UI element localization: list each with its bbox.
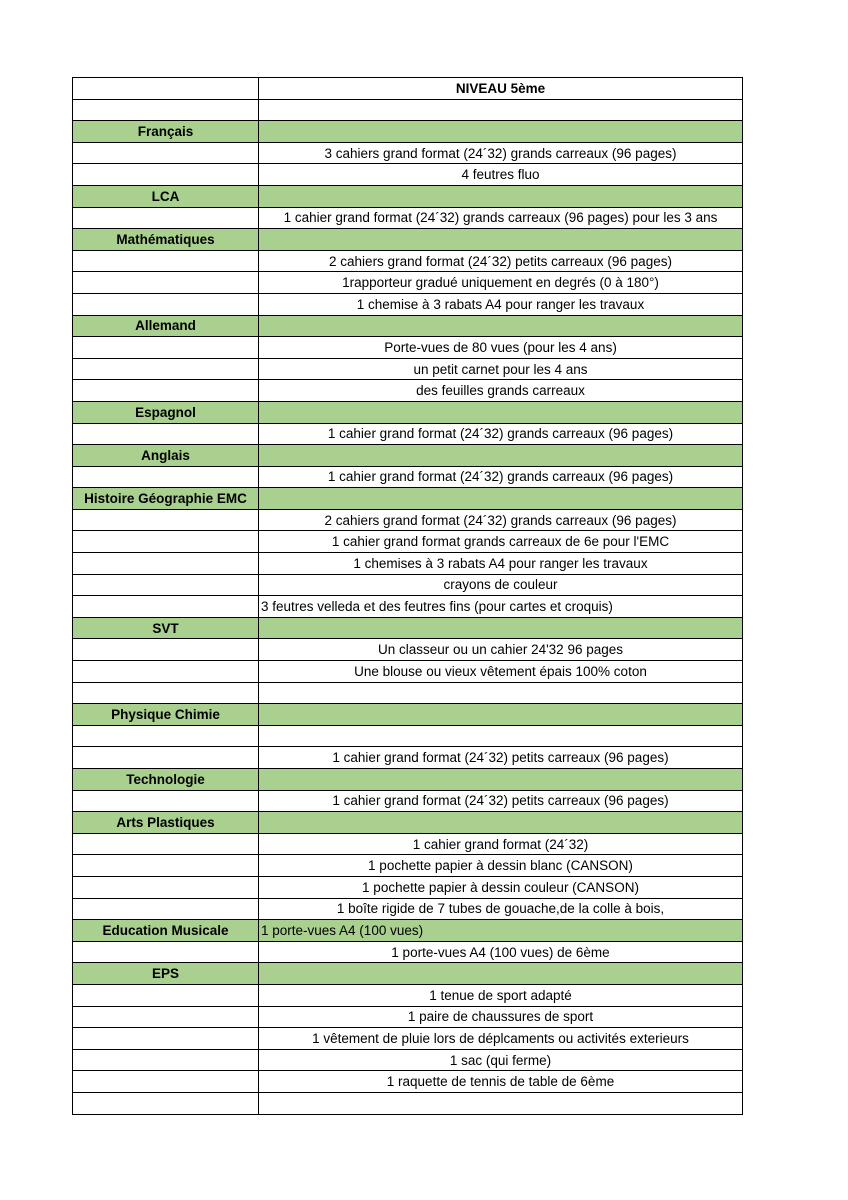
item-empty-cell xyxy=(73,574,259,596)
subject-name: Français xyxy=(73,121,259,143)
item-row xyxy=(73,855,743,877)
item-empty-cell xyxy=(73,855,259,877)
item-text: 2 cahiers grand format (24´32) grands carreaux (96 pages) xyxy=(259,509,743,531)
item-row xyxy=(73,661,743,683)
subject-name: LCA xyxy=(73,185,259,207)
subject-note xyxy=(259,185,743,207)
item-row xyxy=(73,250,743,272)
item-empty-cell xyxy=(73,984,259,1006)
item-text: 4 feutres fluo xyxy=(259,164,743,186)
item-empty-cell xyxy=(73,207,259,229)
subject-note xyxy=(259,315,743,337)
blank-cell xyxy=(259,1092,743,1114)
item-row xyxy=(73,833,743,855)
item-empty-cell xyxy=(73,790,259,812)
item-row xyxy=(73,553,743,575)
subject-name: Technologie xyxy=(73,769,259,791)
subject-row xyxy=(73,920,743,942)
blank-row xyxy=(73,1092,743,1114)
blank-cell xyxy=(73,1092,259,1114)
item-empty-cell xyxy=(73,876,259,898)
item-text: 1 cahier grand format (24´32) grands carreaux (96 pages) xyxy=(259,466,743,488)
item-empty-cell xyxy=(73,553,259,575)
item-text: Un classeur ou un cahier 24'32 96 pages xyxy=(259,639,743,661)
item-empty-cell xyxy=(73,337,259,359)
item-text: des feuilles grands carreaux xyxy=(259,380,743,402)
item-empty-cell xyxy=(73,531,259,553)
subject-note xyxy=(259,401,743,423)
item-empty-cell xyxy=(73,898,259,920)
item-text: 3 feutres velleda et des feutres fins (pour cartes et croquis) xyxy=(259,596,743,618)
item-row xyxy=(73,207,743,229)
subject-row xyxy=(73,315,743,337)
subject-note xyxy=(259,121,743,143)
item-text: 1 tenue de sport adapté xyxy=(259,984,743,1006)
item-empty-cell xyxy=(73,1049,259,1071)
item-row xyxy=(73,293,743,315)
subject-note xyxy=(259,445,743,467)
item-text: 1 cahier grand format (24´32) petits carreaux (96 pages) xyxy=(259,790,743,812)
subject-name: Anglais xyxy=(73,445,259,467)
subject-name: Allemand xyxy=(73,315,259,337)
subject-note xyxy=(259,812,743,834)
item-row xyxy=(73,747,743,769)
subject-name: Arts Plastiques xyxy=(73,812,259,834)
item-empty-cell xyxy=(73,509,259,531)
item-empty-cell xyxy=(73,466,259,488)
item-empty-cell xyxy=(73,272,259,294)
item-text: 1 sac (qui ferme) xyxy=(259,1049,743,1071)
item-row xyxy=(73,272,743,294)
item-row xyxy=(73,790,743,812)
item-text: 1rapporteur gradué uniquement en degrés (0 à 180°) xyxy=(259,272,743,294)
subject-row xyxy=(73,812,743,834)
item-row xyxy=(73,358,743,380)
item-row xyxy=(73,423,743,445)
item-text: 1 boîte rigide de 7 tubes de gouache,de la colle à bois, xyxy=(259,898,743,920)
item-empty-cell xyxy=(73,293,259,315)
subject-note xyxy=(259,769,743,791)
item-text: 1 cahier grand format grands carreaux de 6e pour l'EMC xyxy=(259,531,743,553)
blank-cell xyxy=(73,99,259,121)
item-text: Une blouse ou vieux vêtement épais 100% coton xyxy=(259,661,743,683)
blank-row xyxy=(73,99,743,121)
subject-row xyxy=(73,488,743,510)
item-row xyxy=(73,531,743,553)
subject-note xyxy=(259,229,743,251)
item-row xyxy=(73,596,743,618)
item-row xyxy=(73,509,743,531)
item-row xyxy=(73,1049,743,1071)
subject-row xyxy=(73,121,743,143)
subject-name: Espagnol xyxy=(73,401,259,423)
item-empty-cell xyxy=(73,1028,259,1050)
item-row xyxy=(73,337,743,359)
item-text: 1 cahier grand format (24´32) xyxy=(259,833,743,855)
item-empty-cell xyxy=(73,639,259,661)
subject-note xyxy=(259,963,743,985)
item-text: crayons de couleur xyxy=(259,574,743,596)
item-empty-cell xyxy=(73,1006,259,1028)
item-empty-cell xyxy=(73,380,259,402)
item-text: 1 chemises à 3 rabats A4 pour ranger les travaux xyxy=(259,553,743,575)
subject-name: Physique Chimie xyxy=(73,704,259,726)
item-row xyxy=(73,1006,743,1028)
item-text: 1 raquette de tennis de table de 6ème xyxy=(259,1071,743,1093)
blank-cell xyxy=(259,99,743,121)
blank-row xyxy=(73,682,743,704)
subject-name: Education Musicale xyxy=(73,920,259,942)
header-row xyxy=(73,78,743,100)
subject-name: EPS xyxy=(73,963,259,985)
subject-name: SVT xyxy=(73,617,259,639)
item-text: 2 cahiers grand format (24´32) petits carreaux (96 pages) xyxy=(259,250,743,272)
item-row xyxy=(73,1071,743,1093)
item-empty-cell xyxy=(73,1071,259,1093)
item-row xyxy=(73,876,743,898)
subject-row xyxy=(73,617,743,639)
subject-note xyxy=(259,617,743,639)
item-row xyxy=(73,380,743,402)
item-empty-cell xyxy=(73,661,259,683)
item-text: 1 vêtement de pluie lors de déplcaments ou activités exterieurs xyxy=(259,1028,743,1050)
item-row xyxy=(73,941,743,963)
item-empty-cell xyxy=(73,423,259,445)
header-empty-cell xyxy=(73,78,259,100)
item-text: Porte-vues de 80 vues (pour les 4 ans) xyxy=(259,337,743,359)
item-empty-cell xyxy=(73,833,259,855)
item-empty-cell xyxy=(73,142,259,164)
subject-name: Histoire Géographie EMC xyxy=(73,488,259,510)
subject-note xyxy=(259,704,743,726)
item-row xyxy=(73,142,743,164)
item-text: 1 porte-vues A4 (100 vues) de 6ème xyxy=(259,941,743,963)
item-text: 1 chemise à 3 rabats A4 pour ranger les travaux xyxy=(259,293,743,315)
subject-row xyxy=(73,229,743,251)
item-row xyxy=(73,984,743,1006)
item-text: 1 cahier grand format (24´32) grands carreaux (96 pages) xyxy=(259,423,743,445)
subject-row xyxy=(73,401,743,423)
item-empty-cell xyxy=(73,747,259,769)
item-row xyxy=(73,466,743,488)
item-empty-cell xyxy=(73,941,259,963)
item-row xyxy=(73,164,743,186)
level-title: NIVEAU 5ème xyxy=(259,78,743,100)
blank-cell xyxy=(73,725,259,747)
item-text: 1 cahier grand format (24´32) petits carreaux (96 pages) xyxy=(259,747,743,769)
item-text: 1 pochette papier à dessin blanc (CANSON) xyxy=(259,855,743,877)
item-row xyxy=(73,574,743,596)
blank-cell xyxy=(259,725,743,747)
subject-note xyxy=(259,488,743,510)
subject-row xyxy=(73,769,743,791)
blank-cell xyxy=(259,682,743,704)
item-empty-cell xyxy=(73,250,259,272)
item-text: 1 paire de chaussures de sport xyxy=(259,1006,743,1028)
item-row xyxy=(73,639,743,661)
item-text: 3 cahiers grand format (24´32) grands carreaux (96 pages) xyxy=(259,142,743,164)
item-text: 1 pochette papier à dessin couleur (CANSON) xyxy=(259,876,743,898)
item-row xyxy=(73,898,743,920)
item-empty-cell xyxy=(73,358,259,380)
item-empty-cell xyxy=(73,596,259,618)
subject-note: 1 porte-vues A4 (100 vues) xyxy=(259,920,743,942)
item-text: 1 cahier grand format (24´32) grands carreaux (96 pages) pour les 3 ans xyxy=(259,207,743,229)
subject-row xyxy=(73,704,743,726)
supply-list-table xyxy=(72,77,743,1115)
item-row xyxy=(73,1028,743,1050)
subject-row xyxy=(73,445,743,467)
item-text: un petit carnet pour les 4 ans xyxy=(259,358,743,380)
subject-row xyxy=(73,185,743,207)
blank-cell xyxy=(73,682,259,704)
blank-row xyxy=(73,725,743,747)
item-empty-cell xyxy=(73,164,259,186)
subject-name: Mathématiques xyxy=(73,229,259,251)
subject-row xyxy=(73,963,743,985)
